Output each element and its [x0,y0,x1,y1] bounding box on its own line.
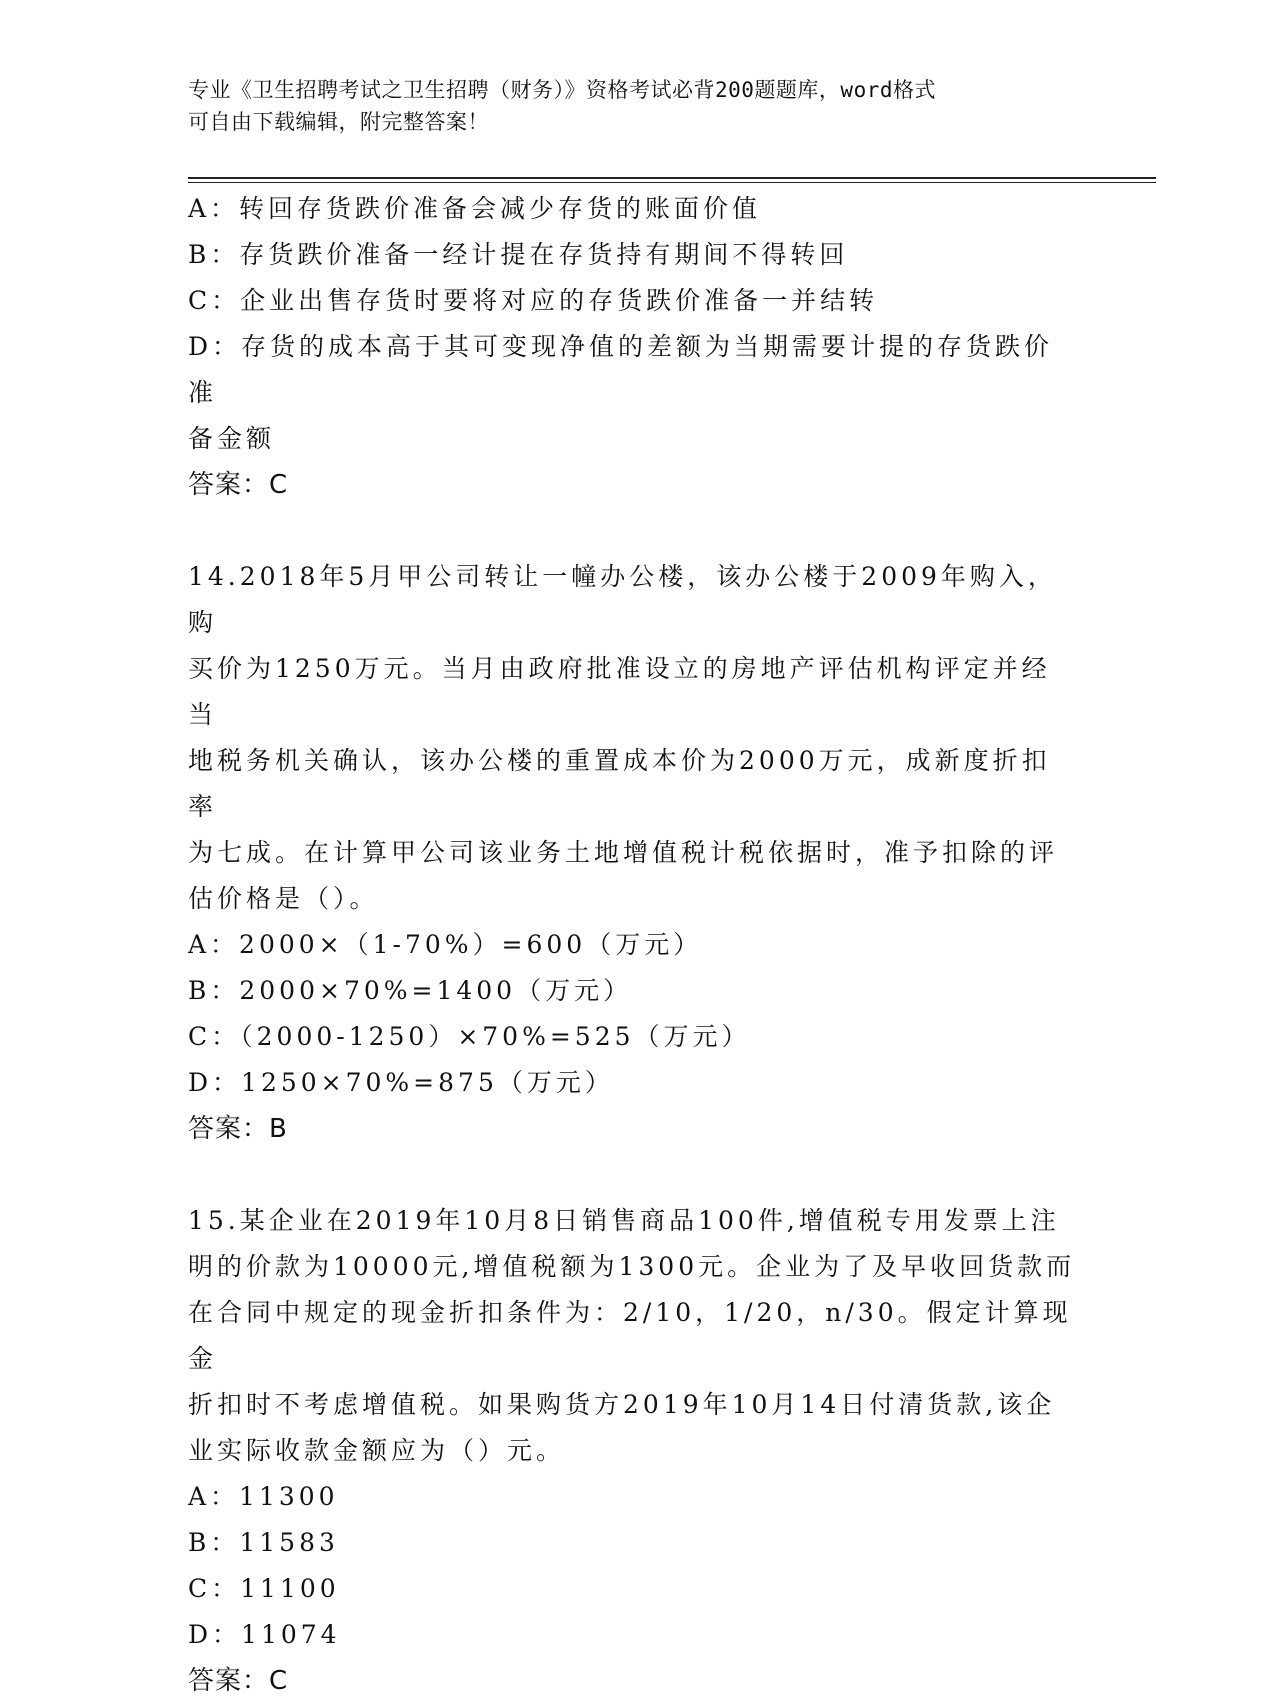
q14-stem-line-4: 为七成。在计算甲公司该业务土地增值税计税依据时，准予扣除的评 [188,838,1059,867]
question-15-block [188,1198,1078,1704]
q14-option-a: A：2000×（1-70%）=600（万元） [188,930,703,959]
q15-stem-line-3: 在合同中规定的现金折扣条件为：2/10，1/20，n/30。假定计算现金 [188,1298,1072,1373]
q15-stem-line-4: 折扣时不考虑增值税。如果购货方2019年10月14日付清货款,该企 [188,1390,1056,1419]
question-spacer [188,508,1078,554]
q13-answer: 答案：C [188,470,289,500]
q15-option-d: D：11074 [188,1620,341,1649]
q14-option-d: D：1250×70%=875（万元） [188,1068,614,1097]
q14-stem-line-3: 地税务机关确认，该办公楼的重置成本价为2000万元，成新度折扣率 [188,746,1051,821]
q14-stem-line-1: 14.2018年5月甲公司转让一幢办公楼，该办公楼于2009年购入，购 [188,562,1057,637]
q15-stem-line-2: 明的价款为10000元,增值税额为1300元。企业为了及早收回货款而 [188,1252,1076,1281]
question-13-block [188,186,1078,508]
q14-option-b: B：2000×70%=1400（万元） [188,976,633,1005]
document-body [188,186,1078,1704]
q13-option-a: A：转回存货跌价准备会减少存货的账面价值 [188,194,762,223]
q14-stem-line-5: 估价格是（）。 [188,884,379,913]
header-rule-thin [188,182,1156,183]
q13-option-d-line-2: 备金额 [188,424,276,453]
question-spacer [188,1152,1078,1198]
header-rule-thick [188,177,1156,179]
header-line-2: 可自由下载编辑，附完整答案！ [188,110,489,134]
q15-option-c: C：11100 [188,1574,340,1603]
q14-stem-line-2: 买价为1250万元。当月由政府批准设立的房地产评估机构评定并经当 [188,654,1051,729]
q15-option-b: B：11583 [188,1528,339,1557]
q15-stem-line-5: 业实际收款金额应为（）元。 [188,1436,566,1465]
q13-option-d-line-1: D：存货的成本高于其可变现净值的差额为当期需要计提的存货跌价准 [188,332,1054,407]
q14-option-c: C：（2000-1250）×70%=525（万元） [188,1022,751,1051]
q15-stem-line-1: 15.某企业在2019年10月8日销售商品100件,增值税专用发票上注 [188,1206,1060,1235]
header-line-1: 专业《卫生招聘考试之卫生招聘（财务）》资格考试必背200题题库，word格式 [188,78,936,102]
q14-answer: 答案：B [188,1114,288,1144]
question-14-block [188,554,1078,1152]
document-header [188,74,1068,138]
q15-option-a: A：11300 [188,1482,339,1511]
q13-option-b: B：存货跌价准备一经计提在存货持有期间不得转回 [188,240,849,269]
q13-option-c: C：企业出售存货时要将对应的存货跌价准备一并结转 [188,286,879,315]
q15-answer: 答案：C [188,1666,289,1696]
